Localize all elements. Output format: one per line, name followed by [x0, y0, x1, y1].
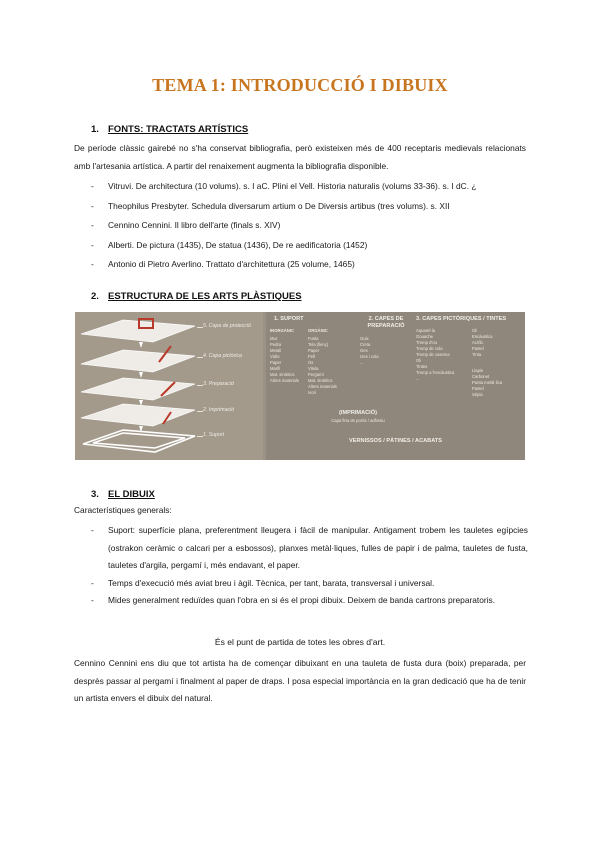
layers-drawing	[75, 312, 263, 460]
structure-figure	[75, 312, 525, 460]
list-item: - Cennino Cennini. Il libro dell'arte (finals s. XIV)	[91, 217, 528, 235]
column-title: 3. CAPES PICTÒRIQUES / TINTES	[416, 316, 507, 322]
section-number: 3.	[91, 489, 99, 500]
column-subtitle: ORGÀNIC	[308, 328, 328, 333]
column-title: 2. CAPES DE PREPARACIÓ	[367, 316, 405, 329]
centered-statement: És el punt de partida de totes les obres d'art.	[214, 637, 386, 647]
imprimacio-title: (IMPRIMACIÓ)	[339, 410, 377, 416]
layers-table	[266, 312, 525, 460]
section-title: EL DIBUIX	[108, 489, 155, 500]
column-title: 1. SUPORT	[274, 316, 304, 322]
list-item: - Temps d'execució més aviat breu i àgil. Tècnica, per tant, barata, transversal i universal.	[91, 575, 528, 593]
characteristics-list	[91, 522, 528, 610]
preparation-list: Guix Creta Ges Ges i cola ...	[360, 336, 379, 365]
list-item: - Theophilus Presbyter. Schedula diversarum artium o De Diversis artibus (tres volums). s. XII	[91, 198, 528, 216]
section-title: ESTRUCTURA DE LES ARTS PLÀSTIQUES	[108, 291, 302, 302]
organic-list: Fusta Tela (llenç) Paper Pell Os Vitela Pergamí Mat. sintètics Altres materials Ivori	[308, 336, 337, 395]
layers-illustration	[75, 312, 263, 460]
closing-paragraph: Cennino Cennini ens diu que tot artista ha de començar dibuixant en una tauleta de fusta dura (boix) preparada, per desprès passar al pergamí i finalment al paper de draps. I posa especial importància en la gran dedicació que ha de tenir un artista envers el dibuix del natural.	[74, 658, 526, 703]
section-subheading: Característiques generals:	[74, 505, 172, 515]
layer-label: 3. Preparació	[203, 381, 234, 387]
layer-sheet	[81, 404, 195, 426]
section-title: FONTS: TRACTATS ARTÍSTICS	[108, 124, 249, 135]
layer-sheet	[81, 350, 195, 372]
layer-label: 1. Suport	[203, 432, 225, 438]
section-heading-estructura	[91, 291, 302, 302]
list-item: - Alberti. De pictura (1435), De statua (1436), De re aedificatoria (1452)	[91, 237, 528, 255]
section-heading-dibuix	[91, 489, 155, 500]
column-subtitle: INORGÀNIC	[270, 328, 294, 333]
layer-sheet	[81, 378, 195, 400]
section-intro-paragraph: De període clàssic gairebé no s'ha conservat bibliografia, però existeixen més de 400 receptaris medievals relacionats amb l'artesania artística. A partir del renaixement augmenta la bibliografia disponible.	[74, 143, 526, 171]
layer-label: 4. Capa pictòrica	[203, 353, 242, 359]
inorganic-list: Mur Pedra Metall Vidre Paper Marfil Mat. sintètics Altres materials	[270, 336, 299, 383]
layer-label: 5. Capa de protecció	[203, 323, 251, 329]
section-number: 1.	[91, 124, 99, 135]
layer-label: 2. Imprimació	[203, 407, 235, 413]
list-item: - Mides generalment reduïdes quan l'obra en si és el propi dibuix. Deixem de banda cartrons preparatoris.	[91, 592, 528, 610]
pictorial-list: Aquarel·la Gouache Tremp d'ou Tremp de cola Tremp de caseïna Oli Tintes Tremp a l'encàustica ...	[416, 328, 455, 381]
list-item: - Antonio di Pietro Averlino. Trattato d'architettura (25 volume, 1465)	[91, 256, 528, 274]
finishes-label: VERNISSOS / PÀTINES / ACABATS	[349, 438, 442, 444]
section-number: 2.	[91, 291, 99, 302]
imprimacio-text: Capa fina de porós / adhesiu	[331, 418, 385, 423]
list-item: - Suport: superfície plana, preferentment lleugera i fàcil de manipular. Antigament trobem les tauletes egípcies (ostrakon ceràmic o calcari per a esbossos), planxes metàl·liques, fulles de papir i de palma, tauletes de fusta, tauletes d'argila, pergamí i, més endavant, el paper.	[91, 522, 528, 575]
sources-list	[91, 178, 528, 276]
pictorial-list-b: Oli Encàustica Acrílic Pastel Tinta	[472, 328, 493, 357]
drawing-list: Llapis Carbonet Punta metàl·lica Pastel Sépia	[472, 368, 503, 397]
section-heading-fonts	[91, 124, 248, 135]
page-title: TEMA 1: INTRODUCCIÓ I DIBUIX	[152, 75, 448, 95]
list-item: - Vitruvi. De architectura (10 volums). s. I aC. Plini el Vell. Historia naturalis (volums 33-36). s. I dC. ¿	[91, 178, 528, 196]
